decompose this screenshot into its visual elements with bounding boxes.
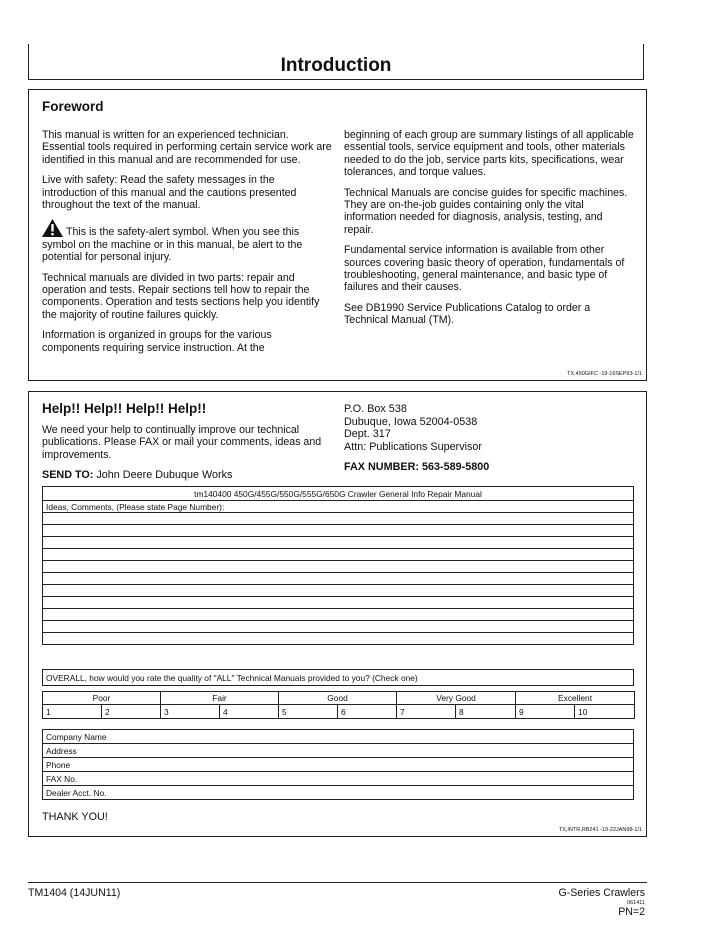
phone-field[interactable]: Phone [43, 758, 634, 772]
send-to [42, 469, 232, 481]
rating-score[interactable]: 7 [397, 705, 456, 719]
rating-score[interactable]: 9 [516, 705, 575, 719]
safety-alert-text: This is the safety-alert symbol. When you see this symbol on the machine or in this manual, be alert to the potential for personal injury. [42, 226, 303, 264]
rating-label: Good [279, 692, 397, 705]
foreword-box [28, 89, 647, 381]
foreword-paragraph: Fundamental service information is available from other sources covering basic theory of operation, fundamentals of troubleshooting, general maintenance, and basic type of failures and their causes. [344, 244, 625, 294]
address-line: Dubuque, Iowa 52004-0538 [344, 415, 478, 428]
rating-score[interactable]: 1 [43, 705, 102, 719]
fax-number: FAX NUMBER: 563-589-5800 [344, 461, 490, 473]
rating-score[interactable]: 4 [220, 705, 279, 719]
send-to-label: SEND TO: [42, 469, 94, 481]
rating-score[interactable]: 2 [102, 705, 161, 719]
foreword-reference: TX,450GIFC -19-16SEP93-1/1 [567, 371, 642, 377]
comment-line[interactable] [43, 549, 634, 561]
address-line: Dept. 317 [344, 428, 391, 440]
overall-question: OVERALL, how would you rate the quality of "ALL" Technical Manuals provided to you? (Check one) [43, 670, 634, 686]
rating-score[interactable]: 3 [161, 705, 220, 719]
mailing-address [344, 403, 482, 453]
comment-line[interactable] [43, 585, 634, 597]
foreword-paragraph [42, 219, 332, 263]
rating-label: Excellent [516, 692, 635, 705]
safety-alert-icon [42, 219, 63, 237]
help-reference: TX,INTR,RB241 -19-22JAN98-1/1 [558, 827, 642, 833]
footer-rule [28, 882, 647, 883]
rating-label: Fair [161, 692, 279, 705]
foreword-paragraph: Information is organized in groups for the various components requiring service instruction. At the [42, 329, 272, 354]
address-line: P.O. Box 538 [344, 403, 407, 415]
thank-you: THANK YOU! [42, 811, 108, 823]
comment-line[interactable] [43, 597, 634, 609]
comment-line[interactable] [43, 621, 634, 633]
foreword-heading: Foreword [42, 99, 104, 114]
ideas-label[interactable]: Ideas, Comments, (Please state Page Number): [43, 501, 634, 513]
rating-label: Poor [43, 692, 161, 705]
help-box [28, 391, 647, 837]
rating-score[interactable]: 5 [279, 705, 338, 719]
rating-table [42, 691, 635, 719]
comment-line[interactable] [43, 525, 634, 537]
address-field[interactable]: Address [43, 744, 634, 758]
foreword-paragraph: Live with safety: Read the safety messages in the introduction of this manual and the cautions presented throughout the text of the manual. [42, 174, 297, 212]
footer-right: G-Series Crawlers [558, 887, 645, 899]
contact-table [42, 729, 634, 800]
foreword-right-column [344, 129, 634, 335]
comments-table [42, 486, 634, 645]
foreword-paragraph: Technical Manuals are concise guides for specific machines. They are on-the-job guides containing only the vital information needed for diagnosis, analysis, testing, and repair. [344, 186, 628, 236]
comment-line[interactable] [43, 561, 634, 573]
foreword-paragraph: beginning of each group are summary listings of all applicable essential tools, service equipment and tools, other materials needed to do the job, service parts kits, specifications, wear tolerances, and torque values. [344, 129, 634, 179]
footer-left: TM1404 (14JUN11) [28, 887, 121, 899]
foreword-left-column [42, 129, 332, 362]
send-to-value: John Deere Dubuque Works [96, 469, 233, 481]
page-title: Introduction [280, 55, 392, 76]
fax-field[interactable]: FAX No. [43, 772, 634, 786]
foreword-paragraph: Technical manuals are divided in two parts: repair and operation and tests. Repair sections tell how to repair the components. Operation and tests sections help you identify the majority of routine failures quickly. [42, 271, 320, 321]
rating-score[interactable]: 6 [338, 705, 397, 719]
comment-line[interactable] [43, 513, 634, 525]
comment-line[interactable] [43, 573, 634, 585]
company-name-field[interactable]: Company Name [43, 730, 634, 744]
rating-label: Very Good [397, 692, 516, 705]
comment-line[interactable] [43, 537, 634, 549]
address-line: Attn: Publications Supervisor [344, 440, 483, 453]
footer-small: 061411 [627, 900, 645, 906]
manual-title: tm140400 450G/455G/550G/555G/650G Crawler General Info Repair Manual [43, 487, 634, 501]
help-heading: Help!! Help!! Help!! Help!! [42, 401, 207, 416]
overall-question-table [42, 669, 634, 686]
rating-score[interactable]: 8 [456, 705, 516, 719]
rating-score[interactable]: 10 [575, 705, 635, 719]
foreword-paragraph: This manual is written for an experienced technician. Essential tools required in performing certain service work are identified in this manual and are recommended for use. [42, 129, 332, 166]
help-text: We need your help to continually improve our technical publications. Please FAX or mail your comments, ideas and improvements. [42, 424, 322, 461]
comment-line[interactable] [43, 609, 634, 621]
dealer-account-field[interactable]: Dealer Acct. No. [43, 786, 634, 800]
page-number: PN=2 [618, 906, 645, 918]
foreword-paragraph: See DB1990 Service Publications Catalog to order a Technical Manual (TM). [344, 301, 591, 327]
comment-line[interactable] [43, 633, 634, 645]
